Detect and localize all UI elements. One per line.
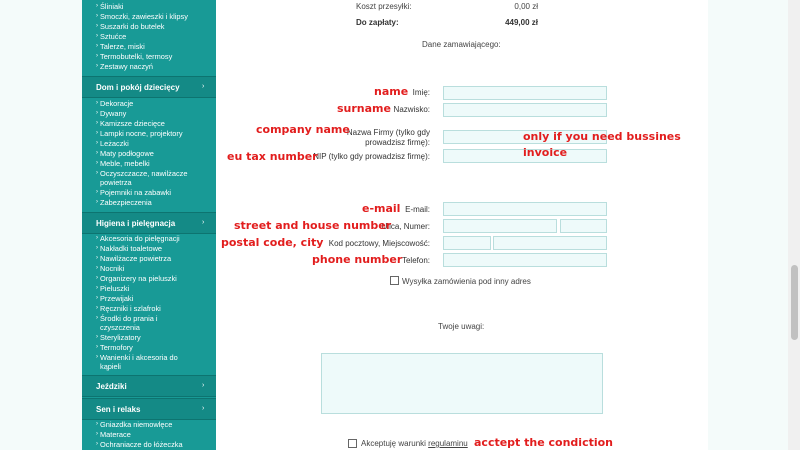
sidebar-item[interactable]: › Nawilżacze powietrza	[96, 254, 172, 263]
category-title: Higiena i pielęgnacja	[96, 219, 176, 228]
chevron-right-icon: ›	[96, 275, 98, 281]
phone-input[interactable]	[443, 253, 607, 267]
chevron-right-icon: ›	[96, 344, 98, 350]
chevron-right-icon: ›	[96, 110, 98, 116]
chevron-right-icon: ›	[96, 421, 98, 427]
sidebar-item[interactable]: › Przewijaki	[96, 294, 134, 303]
sidebar-item[interactable]: › Smoczki, zawieszki i klipsy	[96, 12, 188, 21]
remarks-title: Twoje uwagi:	[438, 322, 485, 331]
sidebar-category-jezdziki[interactable]	[82, 375, 216, 397]
sidebar-item[interactable]: › Oczyszczacze, nawilżacze	[96, 169, 188, 178]
chevron-right-icon: ›	[96, 140, 98, 146]
orderer-section-title: Dane zamawiającego:	[422, 40, 501, 49]
sidebar-item[interactable]: › Ręczniki i szlafroki	[96, 304, 161, 313]
chevron-right-icon: ›	[96, 120, 98, 126]
sidebar-item[interactable]: › Leżaczki	[96, 139, 129, 148]
page-background-left	[0, 0, 82, 450]
nip-label: NIP (tylko gdy prowadzisz firmę):	[313, 152, 430, 161]
sidebar-item-continued[interactable]: powietrza	[100, 178, 132, 187]
chevron-right-icon: ›	[202, 405, 205, 412]
chevron-right-icon: ›	[96, 334, 98, 340]
chevron-right-icon: ›	[96, 53, 98, 59]
sidebar-item[interactable]: › Materace	[96, 430, 131, 439]
sidebar-item[interactable]: › Organizery na pieluszki	[96, 274, 177, 283]
sidebar-item[interactable]: › Akcesoria do pielęgnacji	[96, 234, 180, 243]
sidebar-item[interactable]: › Nakładki toaletowe	[96, 244, 163, 253]
sidebar-item[interactable]: › Talerze, miski	[96, 42, 145, 51]
chevron-right-icon: ›	[202, 382, 205, 389]
chevron-right-icon: ›	[96, 43, 98, 49]
sidebar-item[interactable]: › Pieluszki	[96, 284, 130, 293]
sidebar-item[interactable]: › Zestawy naczyń	[96, 62, 153, 71]
postal-code-input[interactable]	[443, 236, 491, 250]
category-title: Sen i relaks	[96, 405, 141, 414]
shipping-cost-value: 0,00 zł	[514, 2, 538, 11]
chevron-right-icon: ›	[96, 354, 98, 360]
annotation-postal: postal code, city	[221, 236, 324, 249]
annotation-accept: acctept the condiction	[474, 436, 614, 449]
total-value: 449,00 zł	[505, 18, 538, 27]
shipping-cost-label: Koszt przesyłki:	[356, 2, 412, 11]
annotation-email: e-mail	[362, 202, 401, 215]
sidebar-item[interactable]: › Suszarki do butelek	[96, 22, 165, 31]
chevron-right-icon: ›	[96, 160, 98, 166]
sidebar-item[interactable]: › Środki do prania i	[96, 314, 158, 323]
annotation-business-1: only if you need bussines	[523, 130, 681, 143]
chevron-right-icon: ›	[96, 13, 98, 19]
sidebar-item[interactable]: › Meble, mebelki	[96, 159, 150, 168]
chevron-right-icon: ›	[202, 83, 205, 90]
sidebar-item[interactable]: › Kamizsze dziecięce	[96, 119, 165, 128]
sidebar-item[interactable]: › Sterylizatory	[96, 333, 141, 342]
sidebar-item[interactable]: › Pojemniki na zabawki	[96, 188, 172, 197]
city-input[interactable]	[493, 236, 607, 250]
chevron-right-icon: ›	[96, 431, 98, 437]
remarks-textarea[interactable]	[321, 353, 603, 414]
chevron-right-icon: ›	[96, 285, 98, 291]
chevron-right-icon: ›	[96, 100, 98, 106]
chevron-right-icon: ›	[96, 235, 98, 241]
sidebar-item[interactable]: › Maty podłogowe	[96, 149, 154, 158]
postal-city-label: Kod pocztowy, Miejscowość:	[328, 239, 430, 248]
sidebar-item[interactable]: › Dywany	[96, 109, 127, 118]
chevron-right-icon: ›	[96, 265, 98, 271]
street-input[interactable]	[443, 219, 557, 233]
street-label: Ulica, Numer:	[381, 222, 430, 231]
category-sidebar	[82, 0, 216, 450]
email-label: E-mail:	[405, 205, 430, 214]
accept-terms-checkbox[interactable]	[348, 439, 357, 448]
ship-other-address-label: Wysyłka zamówienia pod inny adres	[402, 277, 531, 286]
sidebar-category-higiena[interactable]	[82, 212, 216, 234]
annotation-company: company name	[256, 123, 350, 136]
sidebar-item-continued[interactable]: kąpieli	[100, 362, 121, 371]
sidebar-item-continued[interactable]: czyszczenia	[100, 323, 140, 332]
sidebar-item[interactable]: › Dekoracje	[96, 99, 134, 108]
sidebar-item[interactable]: › Ochraniacze do łóżeczka	[96, 440, 183, 449]
sidebar-item[interactable]: › Śliniaki	[96, 2, 124, 11]
annotation-phone: phone number	[312, 253, 403, 266]
chevron-right-icon: ›	[96, 245, 98, 251]
chevron-right-icon: ›	[96, 33, 98, 39]
terms-link[interactable]: regulaminu	[428, 439, 468, 448]
chevron-right-icon: ›	[96, 63, 98, 69]
scrollbar-thumb[interactable]	[791, 265, 798, 340]
chevron-right-icon: ›	[96, 130, 98, 136]
sidebar-category-sen[interactable]	[82, 398, 216, 420]
chevron-right-icon: ›	[96, 315, 98, 321]
chevron-right-icon: ›	[96, 295, 98, 301]
sidebar-item[interactable]: › Lampki nocne, projektory	[96, 129, 183, 138]
phone-label: Telefon:	[401, 256, 430, 265]
order-form	[216, 0, 708, 450]
email-input[interactable]	[443, 202, 607, 216]
company-label: Nazwa Firmy (tylko gdy prowadzisz firmę):	[346, 128, 430, 147]
first-name-input[interactable]	[443, 86, 607, 100]
last-name-input[interactable]	[443, 103, 607, 117]
chevron-right-icon: ›	[96, 189, 98, 195]
vertical-scrollbar[interactable]	[788, 0, 800, 450]
sidebar-item[interactable]: › Termobutelki, termosy	[96, 52, 173, 61]
ship-other-address-checkbox[interactable]	[390, 276, 399, 285]
chevron-right-icon: ›	[96, 255, 98, 261]
sidebar-item[interactable]: › Termofory	[96, 343, 133, 352]
page-background-right	[708, 0, 788, 450]
chevron-right-icon: ›	[96, 441, 98, 447]
category-title: Dom i pokój dziecięcy	[96, 83, 180, 92]
accept-terms-label: Akceptuję warunki regulaminu	[361, 439, 468, 448]
category-title: Jeździki	[96, 382, 127, 391]
chevron-right-icon: ›	[96, 170, 98, 176]
sidebar-item[interactable]: › Zabezpieczenia	[96, 198, 152, 207]
house-number-input[interactable]	[560, 219, 607, 233]
total-label: Do zapłaty:	[356, 18, 399, 27]
sidebar-item[interactable]: › Wanienki i akcesoria do	[96, 353, 178, 362]
annotation-street: street and house number	[234, 219, 392, 232]
annotation-name: name	[374, 85, 409, 98]
annotation-business-2: invoice	[523, 146, 568, 159]
chevron-right-icon: ›	[202, 219, 205, 226]
first-name-label: Imię:	[412, 88, 430, 97]
sidebar-item[interactable]: › Sztućce	[96, 32, 127, 41]
chevron-right-icon: ›	[96, 199, 98, 205]
last-name-label: Nazwisko:	[393, 105, 430, 114]
chevron-right-icon: ›	[96, 23, 98, 29]
sidebar-item[interactable]: › Gniazdka niemowlęce	[96, 420, 173, 429]
sidebar-category-dom[interactable]	[82, 76, 216, 98]
annotation-tax: eu tax number	[227, 150, 318, 163]
chevron-right-icon: ›	[96, 3, 98, 9]
sidebar-item[interactable]: › Nocniki	[96, 264, 125, 273]
annotation-surname: surname	[337, 102, 391, 115]
chevron-right-icon: ›	[96, 305, 98, 311]
chevron-right-icon: ›	[96, 150, 98, 156]
